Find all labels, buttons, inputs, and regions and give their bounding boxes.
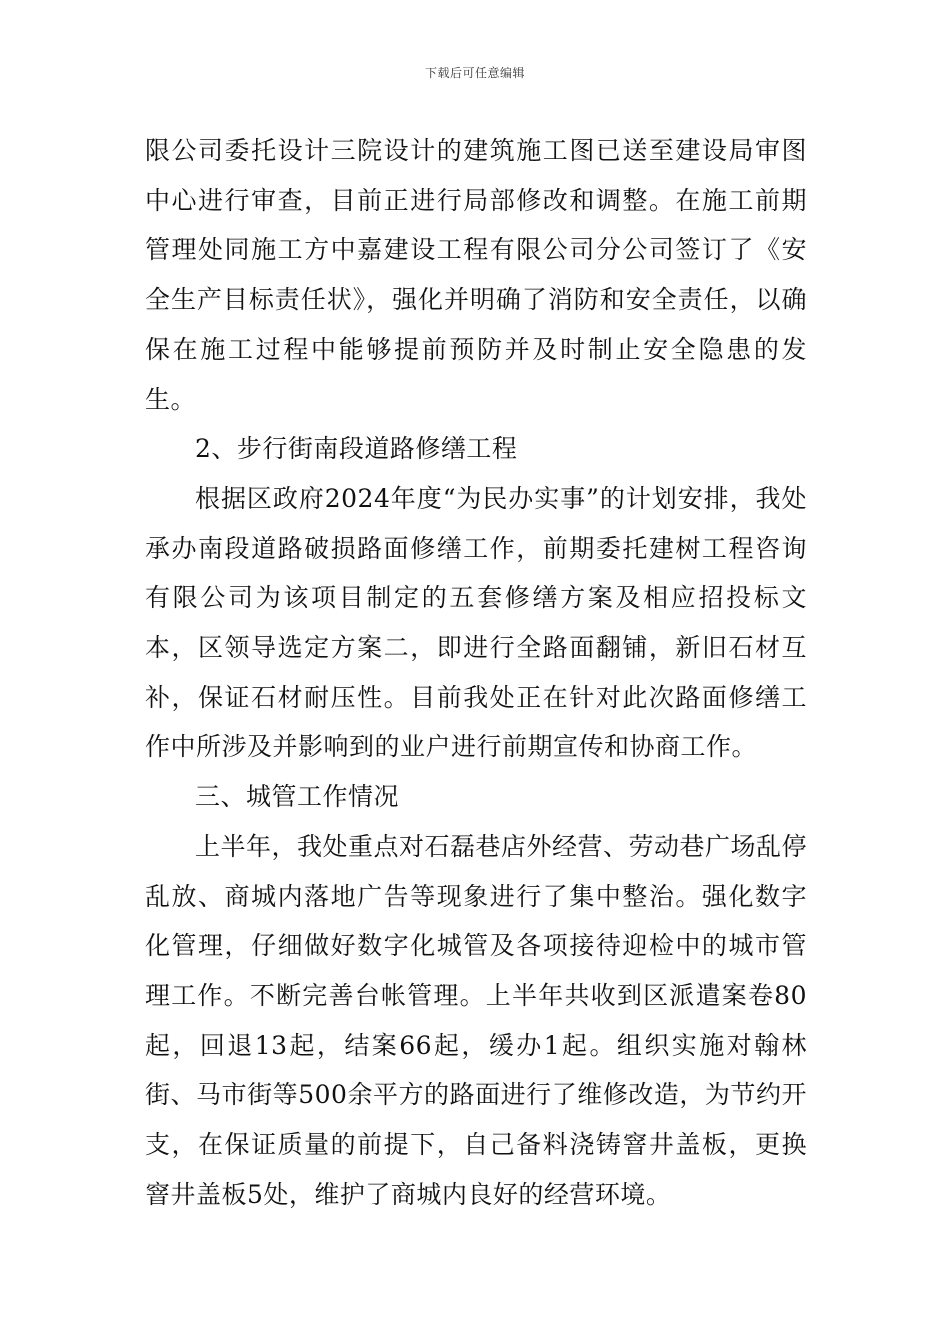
document-body xyxy=(145,126,807,1219)
section-heading-urban-management: 三、城管工作情况 xyxy=(195,782,400,812)
paragraph-urban-management: 上半年，我处重点对石磊巷店外经营、劳动巷广场乱停乱放、商城内落地广告等现象进行了集中整治。强化数字化管理，仔细做好数字化城管及各项接待迎检中的城市管理工作。不断完善台帐管理。上半年共收到区派遣案卷80起，回退13起，结案66起，缓办1起。组织实施对翰林街、马市街等500余平方的路面进行了维修改造，为节约开支，在保证质量的前提下，自己备料浇铸窨井盖板，更换窨井盖板5处，维护了商城内良好的经营环境。 xyxy=(145,831,808,1209)
page-header: 下载后可任意编辑 xyxy=(424,66,525,80)
paragraph-continuation: 限公司委托设计三院设计的建筑施工图已送至建设局审图中心进行审查，目前正进行局部修改和调整。在施工前期管理处同施工方中嘉建设工程有限公司分公司签订了《安全生产目标责任状》，强化并明确了消防和安全责任，以确保在施工过程中能够提前预防并及时制止安全隐患的发生。 xyxy=(145,136,807,414)
paragraph-road-repair: 根据区政府2024年度“为民办实事”的计划安排，我处承办南段道路破损路面修缮工作，前期委托建树工程咨询有限公司为该项目制定的五套修缮方案及相应招投标文本，区领导选定方案二，即进行全路面翻铺，新旧石材互补，保证石材耐压性。目前我处正在针对此次路面修缮工作中所涉及并影响到的业户进行前期宣传和协商工作。 xyxy=(145,483,807,762)
section-heading-road-repair: 2、步行街南段道路修缮工程 xyxy=(195,434,518,464)
